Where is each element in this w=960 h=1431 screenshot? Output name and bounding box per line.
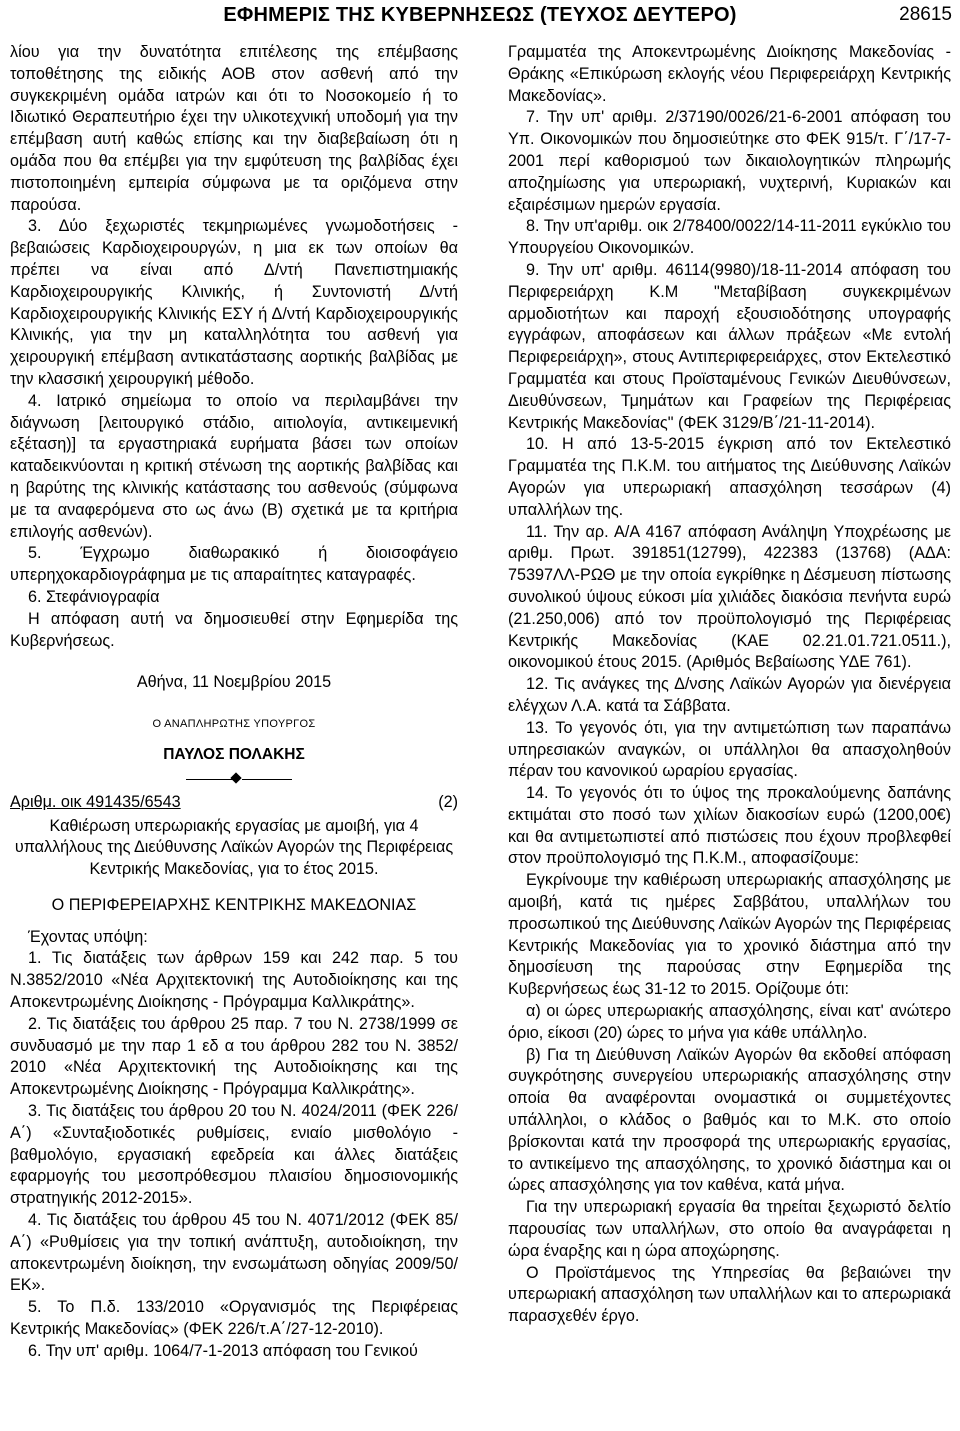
continuation-paragraph: Γραμματέα της Αποκεντρωμένης Διοίκησης Μακεδονίας - Θράκης «Επικύρωση εκλογής νέου Περιφερειάρχη Κεντρικής Μακεδονίας». [508, 43, 951, 105]
consideration-3: 3. Τις διατάξεις του άρθρου 20 του Ν. 4024/2011 (ΦΕΚ 226/Α΄) «Συνταξιοδοτικές ρυθμίσεις, ενιαίο μισθολόγιο - βαθμολόγιο, εργασιακή εφεδρεία και άλλες διατάξεις εφαρμογής του μεσοπρόθεσμου πλαισίου δημοσιονομικής στρατηγικής 2012-2015». [10, 1102, 458, 1208]
page-header [0, 2, 960, 32]
consideration-1: 1. Τις διατάξεις των άρθρων 159 και 242 παρ. 5 του Ν.3852/2010 «Νέα Αρχιτεκτονική της Αυτοδιοίκησης και της Αποκεντρωμένης Διοίκησης - Πρόγραμμα Καλλικράτης». [10, 949, 458, 1012]
approval-paragraph: Εγκρίνουμε την καθιέρωση υπερωριακής απασχόλησης με αμοιβή, κατά τις ημέρες Σαββάτου, υπαλλήλων του προσωπικού της Διεύθυνσης Λαϊκών Αγορών της Περιφέρειας Κεντρικής Μακεδονίας για το χρονικό διάστημα από την δημοσίευση της παρούσας στην Εφημερίδα της Κυβερνήσεως έως 31-12 το 2015. Ορίζουμε ότι: [508, 871, 951, 999]
consideration-6: 6. Την υπ' αριθμ. 1064/7-1-2013 απόφαση του Γενικού [28, 1341, 418, 1360]
decision-number-line [10, 792, 458, 814]
consideration-4: 4. Τις διατάξεις του άρθρου 45 του Ν. 4071/2012 (ΦΕΚ 85/Α΄) «Ρυθμίσεις για την τοπική ανάπτυξη, αυτοδιοίκηση, την αποκεντρωμένη διοίκηση, την ενσωμάτωση οδηγίας 2009/50/ΕΚ». [10, 1211, 458, 1295]
signature-date: Αθήνα, 11 Νοεμβρίου 2015 [136, 673, 332, 692]
page-number: 28615 [899, 4, 952, 25]
consideration-5: 5. Το Π.δ. 133/2010 «Οργανισμός της Περιφέρειας Κεντρικής Μακεδονίας» (ΦΕΚ 226/τ.Α΄/27-12-2010). [10, 1298, 458, 1339]
consideration-8: 8. Την υπ'αριθμ. οικ 2/78400/0022/14-11-2011 εγκύκλιο του Υπουργείου Οικονομικών. [508, 217, 951, 258]
decision-index: (2) [438, 792, 458, 811]
clause-b: β) Για τη Διεύθυνση Λαϊκών Αγορών θα εκδοθεί απόφαση συγκρότησης συνεργείου υπερωριακής απασχόλησης στην οποία θα αναφέρονται ονομαστικά οι συμμετέχοντες υπάλληλοι, ο κλάδος ο βαθμός και το Μ.Κ. στο οποίο βρίσκονται κατά την προσφορά της υπερωριακής εργασίας, το αντικείμενο της απασχόλησης, το χρονικό διάστημα και οι ώρες απασχόλησης για τον καθένα, κατά μήνα. [508, 1045, 951, 1195]
consideration-7: 7. Την υπ' αριθμ. 2/37190/0026/21-6-2001 απόφαση του Υπ. Οικονομικών που δημοσιεύτηκε στο ΦΕΚ 915/τ. Γ΄/17-7-2001 περί καθορισμού των δικαιολογητικών πληρωμής αποζημίωσης για υπερωριακή, νυχτερινή, Κυριακών και εξαιρέσιμων ημερών εργασία. [508, 108, 951, 214]
item-6: 6. Στεφάνιογραφία [28, 587, 160, 606]
considering-heading: Έχοντας υπόψη: [28, 927, 148, 946]
supervisor-paragraph: Ο Προϊστάμενος της Υπηρεσίας θα βεβαιώνει την υπερωριακή απασχόληση των υπαλλήλων και το απερωριακά παρασχεθέν έργο. [508, 1263, 951, 1326]
item-3: 3. Δύο ξεχωριστές τεκμηριωμένες γνωμοδοτήσεις - βεβαιώσεις Καρδιοχειρουργών, η μια εκ των οποίων θα πρέπει να είναι από Δ/ντή Πανεπιστημιακής Καρδιοχειρουργικής Κλινικής, ή Συντονιστή Δ/ντή Καρδιοχειρουργικής Κλινικής ΕΣΥ ή Δ/ντή Καρδιοχειρουργικής Κλινικής, για την μη καταλληλότητα του ασθενή για χειρουργική επέμβαση αντικατάστασης αορτικής βαλβίδας με την κλασσική χειρουργική μέθοδο. [10, 217, 458, 388]
publish-paragraph: Η απόφαση αυτή να δημοσιευθεί στην Εφημερίδα της Κυβερνήσεως. [10, 609, 458, 650]
section-separator [10, 772, 458, 786]
consideration-10: 10. Η από 13-5-2015 έγκριση από τον Εκτελεστικό Γραμματέα της Π.Κ.Μ. του αιτήματος της Διεύθυνσης Λαϊκών Αγορών για υπερωριακή απασχόληση τεσσάρων (4) υπαλλήλων της. [508, 435, 951, 519]
decision-number: Αριθμ. οικ 491435/6543 [10, 792, 181, 811]
consideration-9: 9. Την υπ' αριθμ. 46114(9980)/18-11-2014 απόφαση του Περιφερειάρχη Κ.Μ "Μεταβίβαση συγκεκριμένων αρμοδιοτήτων και παροχή εξουσιοδότησης υπογραφής εγγράφων, αποφάσεων και άλλων πράξεων «Με εντολή Περιφερειάρχη», στους Αντιπεριφερειάρχες, στον Εκτελεστικό Γραμματέα και στους Προϊσταμένους Γενικών Διευθύνσεων, Διευθύνσεων, Τμημάτων και Γραφείων της Περιφέρειας Κεντρικής Μακεδονίας" (ΦΕΚ 3129/Β΄/21-11-2014). [508, 260, 951, 432]
consideration-2: 2. Τις διατάξεις του άρθρου 25 παρ. 7 του Ν. 2738/1999 σε συνδυασμό με την παρ 1 εδ α του άρθρου 282 του Ν. 3852/ 2010 «Νέα Αρχιτεκτονική της Αυτοδιοίκησης και της Αποκεντρωμένης Διοίκησης - Πρόγραμμα Καλλικράτης». [10, 1014, 458, 1099]
diamond-icon [230, 772, 241, 783]
attendance-sheet-paragraph: Για την υπερωριακή εργασία θα τηρείται ξεχωριστό δελτίο παρουσίας των υπαλλήλων, στο οποίο θα αναγράφεται η ώρα έναρξης και η ώρα αποχώρησης. [508, 1198, 951, 1260]
item-5: 5. Έγχρωμο διαθωρακικό ή διοισοφάγειο υπερηχοκαρδιογράφημα με τις απαραίτητες καταγραφές. [10, 544, 458, 585]
item-4: 4. Ιατρικό σημείωμα το οποίο να περιλαμβάνει την διάγνωση [λειτουργικό στάδιο, αιτιολογία, αντικειμενική εξέταση)] τα εργαστηριακά ευρήματα βάσει των οποίων καταδεικνύονται η κριτική στένωση της αορτικής βαλβίδας και η βαρύτης της κλινικής κατάστασης του ασθενούς (σύμφωνα με τα αναφερόμενα στο ως άνω (Β) σχετικά με τα κριτήρια επιλογής ασθενών). [10, 391, 458, 541]
consideration-13: 13. Το γεγονός ότι, για την αντιμετώπιση των παραπάνω υπηρεσιακών αναγκών, οι υπάλληλοι θα απασχοληθούν πέραν του κανονικού ωραρίου εργασίας. [508, 718, 951, 781]
consideration-12: 12. Τις ανάγκες της Δ/νσης Λαϊκών Αγορών για διενέργεια ελέγχων Λ.Α. κατά τα Σάββατα. [508, 675, 951, 715]
consideration-14: 14. Το γεγονός ότι το ύψος της προκαλούμενης δαπάνης εκτιμάται στο ποσό των χιλίων διακοσίων ευρώ (1200,00€) και θα αντιμετωπιστεί από πιστώσεις που έχουν προβλεφθεί στον προϋπολογισμό της Π.Κ.Μ., αποφασίζουμε: [508, 784, 951, 868]
intro-paragraph: λίου για την δυνατότητα επιτέλεσης της επέμβασης τοποθέτησης της ειδικής ΑΟΒ στον ασθενή από την συγκεκριμένη ομάδα ιατρών και ότι το Νοσοκομείο ή το Ιδιωτικό Θεραπευτήριο έχει την υλικοτεχνική υποδομή για την επέμβαση αυτή καθώς επίσης και την διαβεβαίωση ότι η ομάδα που θα επέμβει για την εμφύτευση της βαλβίδας έχει πιστοποιημένη εμπειρία σύμφωνα με τα οριζόμενα στην παρούσα. [10, 43, 458, 214]
decision-title: Καθιέρωση υπερωριακής εργασίας με αμοιβή, για 4 υπαλλήλους της Διεύθυνσης Λαϊκών Αγορών της Περιφέρειας Κεντρικής Μακεδονίας, για το έτος 2015. [14, 816, 454, 879]
consideration-11: 11. Την αρ. Α/Α 4167 απόφαση Ανάληψη Υποχρέωσης με αριθμ. Πρωτ. 391851(12799), 422383 (13768) (ΑΔΑ: 75397ΛΛ-ΡΩΘ με την οποία εγκρίθηκε η Δέσμευση πίστωσης συνολικού ύψους εύκοσι μία χιλιάδες διακόσια πενήντα ευρώ (21.250,006) από τον προϋπολογισμό της Περιφέρειας Κεντρικής Μακεδονίας (ΚΑΕ 02.21.01.721.0511.), οικονομικού έτους 2015. (Αριθμός Βεβαίωσης ΥΔΕ 761). [508, 522, 951, 672]
right-column [508, 42, 951, 1328]
minister-title: Ο ΑΝΑΠΛΗΡΩΤΗΣ ΥΠΟΥΡΓΟΣ [152, 718, 316, 731]
left-column [10, 42, 458, 1363]
gazette-title: ΕΦΗΜΕΡΙΣ ΤΗΣ ΚΥΒΕΡΝΗΣΕΩΣ (ΤΕΥΧΟΣ ΔΕΥΤΕΡΟ) [223, 4, 737, 26]
clause-a: α) οι ώρες υπερωριακής απασχόλησης, είναι κατ' ανώτερο όριο, είκοσι (20) ώρες το μήνα για κάθε υπάλληλο. [508, 1002, 951, 1042]
issuing-authority: Ο ΠΕΡΙΦΕΡΕΙΑΡΧΗΣ ΚΕΝΤΡΙΚΗΣ ΜΑΚΕΔΟΝΙΑΣ [51, 895, 417, 914]
minister-name: ΠΑΥΛΟΣ ΠΟΛΑΚΗΣ [163, 745, 305, 763]
